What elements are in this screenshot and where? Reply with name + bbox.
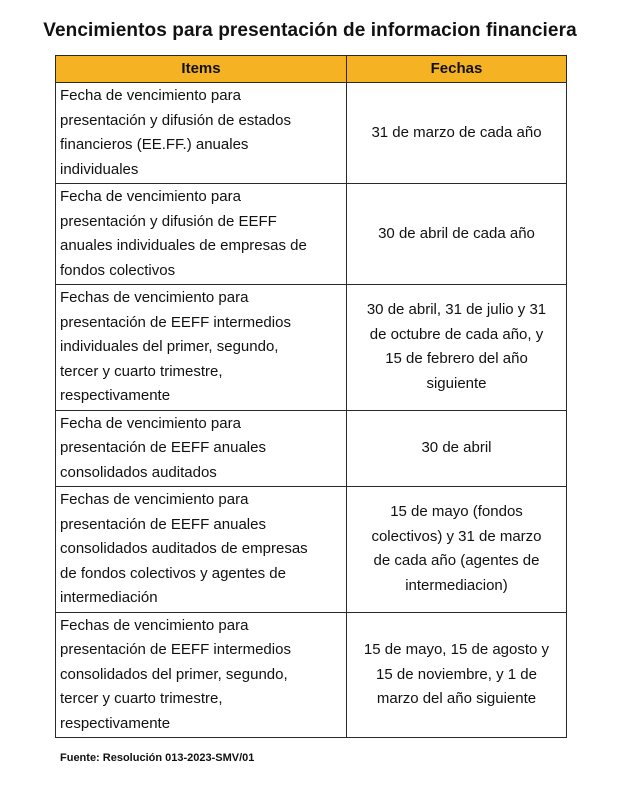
table-row <box>56 285 567 411</box>
column-header-items: Items <box>56 56 347 83</box>
row-date-cell: 15 de mayo, 15 de agosto y 15 de noviembre, y 1 de marzo del año siguiente <box>347 612 567 738</box>
table-header-row <box>56 56 567 83</box>
row-item-cell: Fecha de vencimiento para presentación y difusión de EEFF anuales individuales de empresas de fondos colectivos <box>56 184 347 285</box>
table-row <box>56 410 567 487</box>
row-item-cell: Fechas de vencimiento para presentación de EEFF intermedios consolidados del primer, segundo, tercer y cuarto trimestre, respectivamente <box>56 612 347 738</box>
row-item-cell: Fecha de vencimiento para presentación y difusión de estados financieros (EE.FF.) anuales individuales <box>56 83 347 184</box>
row-date-cell: 30 de abril, 31 de julio y 31 de octubre de cada año, y 15 de febrero del año siguiente <box>347 285 567 411</box>
table-row <box>56 487 567 613</box>
row-item-cell: Fechas de vencimiento para presentación de EEFF anuales consolidados auditados de empresas de fondos colectivos y agentes de intermediación <box>56 487 347 613</box>
source-note: Fuente: Resolución 013-2023-SMV/01 <box>60 752 255 764</box>
row-item-cell: Fechas de vencimiento para presentación de EEFF intermedios individuales del primer, segundo, tercer y cuarto trimestre, respectivamente <box>56 285 347 411</box>
row-date-cell: 30 de abril <box>347 410 567 487</box>
row-item-cell: Fecha de vencimiento para presentación de EEFF anuales consolidados auditados <box>56 410 347 487</box>
table-row <box>56 83 567 184</box>
table-row <box>56 612 567 738</box>
table-row <box>56 184 567 285</box>
page-title: Vencimientos para presentación de informacion financiera <box>43 20 577 41</box>
column-header-fechas: Fechas <box>347 56 567 83</box>
row-date-cell: 15 de mayo (fondos colectivos) y 31 de marzo de cada año (agentes de intermediacion) <box>347 487 567 613</box>
deadlines-table <box>55 55 567 738</box>
row-date-cell: 31 de marzo de cada año <box>347 83 567 184</box>
row-date-cell: 30 de abril de cada año <box>347 184 567 285</box>
